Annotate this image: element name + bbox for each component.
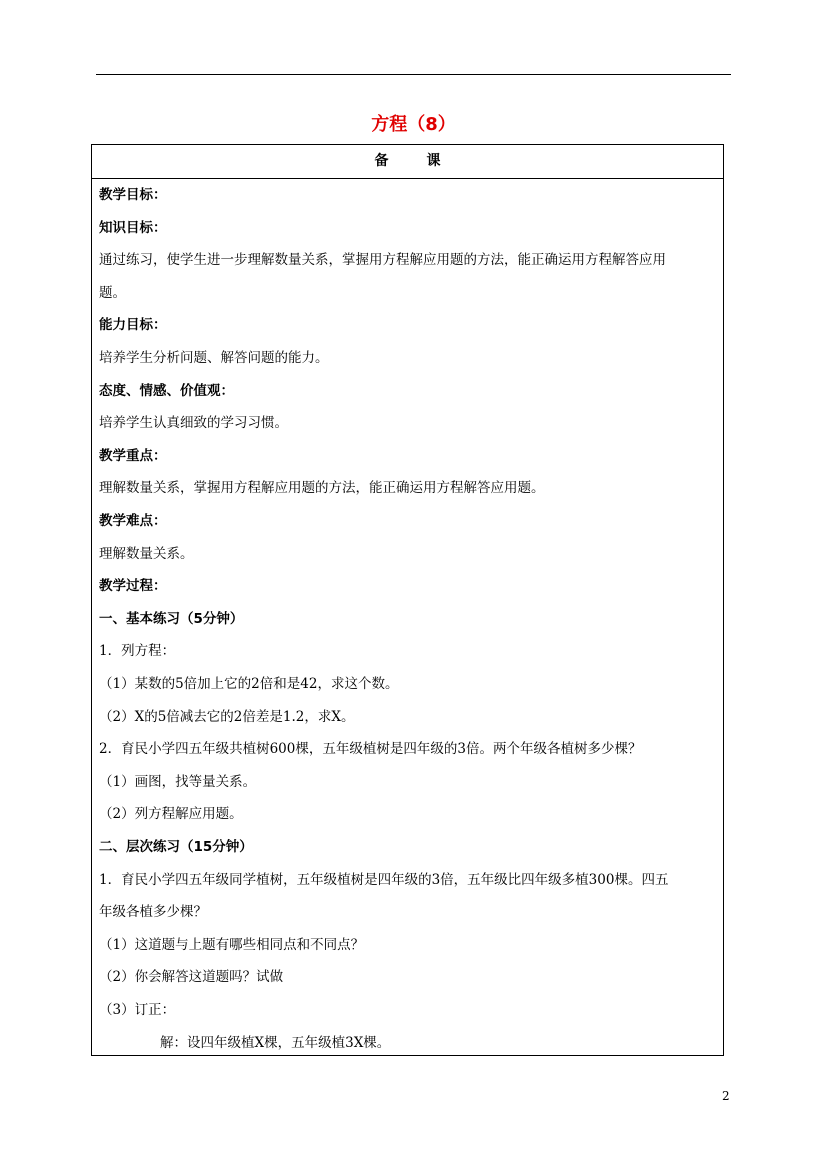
body-line: 1．列方程： xyxy=(99,643,176,660)
body-line: （1）画图，找等量关系。 xyxy=(99,773,257,790)
body-line: （2）你会解答这道题吗？试做 xyxy=(99,969,284,986)
body-line: 培养学生分析问题、解答问题的能力。 xyxy=(99,350,329,366)
section-heading: 教学过程： xyxy=(99,578,167,595)
body-line: （1）这道题与上题有哪些相同点和不同点？ xyxy=(99,936,365,953)
body-line: 题。 xyxy=(99,284,126,301)
section-heading: 教学难点： xyxy=(99,513,167,529)
section-heading: 教学目标： xyxy=(99,187,167,203)
section-heading: 知识目标： xyxy=(99,219,167,236)
header-rule xyxy=(96,74,731,75)
section-heading: 态度、情感、价值观： xyxy=(99,382,234,399)
page-number: 2 xyxy=(722,1089,730,1103)
box-header-left: 备 xyxy=(374,153,389,169)
section-heading: 能力目标： xyxy=(99,317,167,334)
body-line: 2．育民小学四五年级共植树600棵，五年级植树是四年级的3倍。两个年级各植树多少棵？ xyxy=(99,741,642,758)
section-heading: 二、层次练习（15分钟） xyxy=(99,839,253,855)
body-line: 理解数量关系，掌握用方程解应用题的方法，能正确运用方程解答应用题。 xyxy=(99,480,545,497)
body-line: 解：设四年级植X棵，五年级植3X棵。 xyxy=(160,1034,391,1051)
body-line: （2）列方程解应用题。 xyxy=(99,806,243,823)
body-line: （1）某数的5倍加上它的2倍和是42，求这个数。 xyxy=(99,676,399,692)
body-line: 培养学生认真细致的学习习惯。 xyxy=(99,415,288,432)
document-title: 方程（8） xyxy=(371,114,456,135)
body-line: 通过练习，使学生进一步理解数量关系，掌握用方程解应用题的方法，能正确运用方程解答应用 xyxy=(99,252,666,269)
body-line: 年级各植多少棵？ xyxy=(99,904,207,921)
body-line: 理解数量关系。 xyxy=(99,545,194,562)
lesson-box xyxy=(91,144,724,1056)
body-line: 1．育民小学四五年级同学植树，五年级植树是四年级的3倍，五年级比四年级多植300棵。四五 xyxy=(99,871,669,888)
body-line: （2）X的5倍减去它的2倍差是1.2，求X。 xyxy=(99,708,355,725)
body-line: （3）订正： xyxy=(99,1002,176,1018)
box-header xyxy=(92,145,723,179)
box-header-right: 课 xyxy=(426,153,441,169)
section-heading: 一、基本练习（5分钟） xyxy=(99,610,244,627)
section-heading: 教学重点： xyxy=(99,447,167,464)
